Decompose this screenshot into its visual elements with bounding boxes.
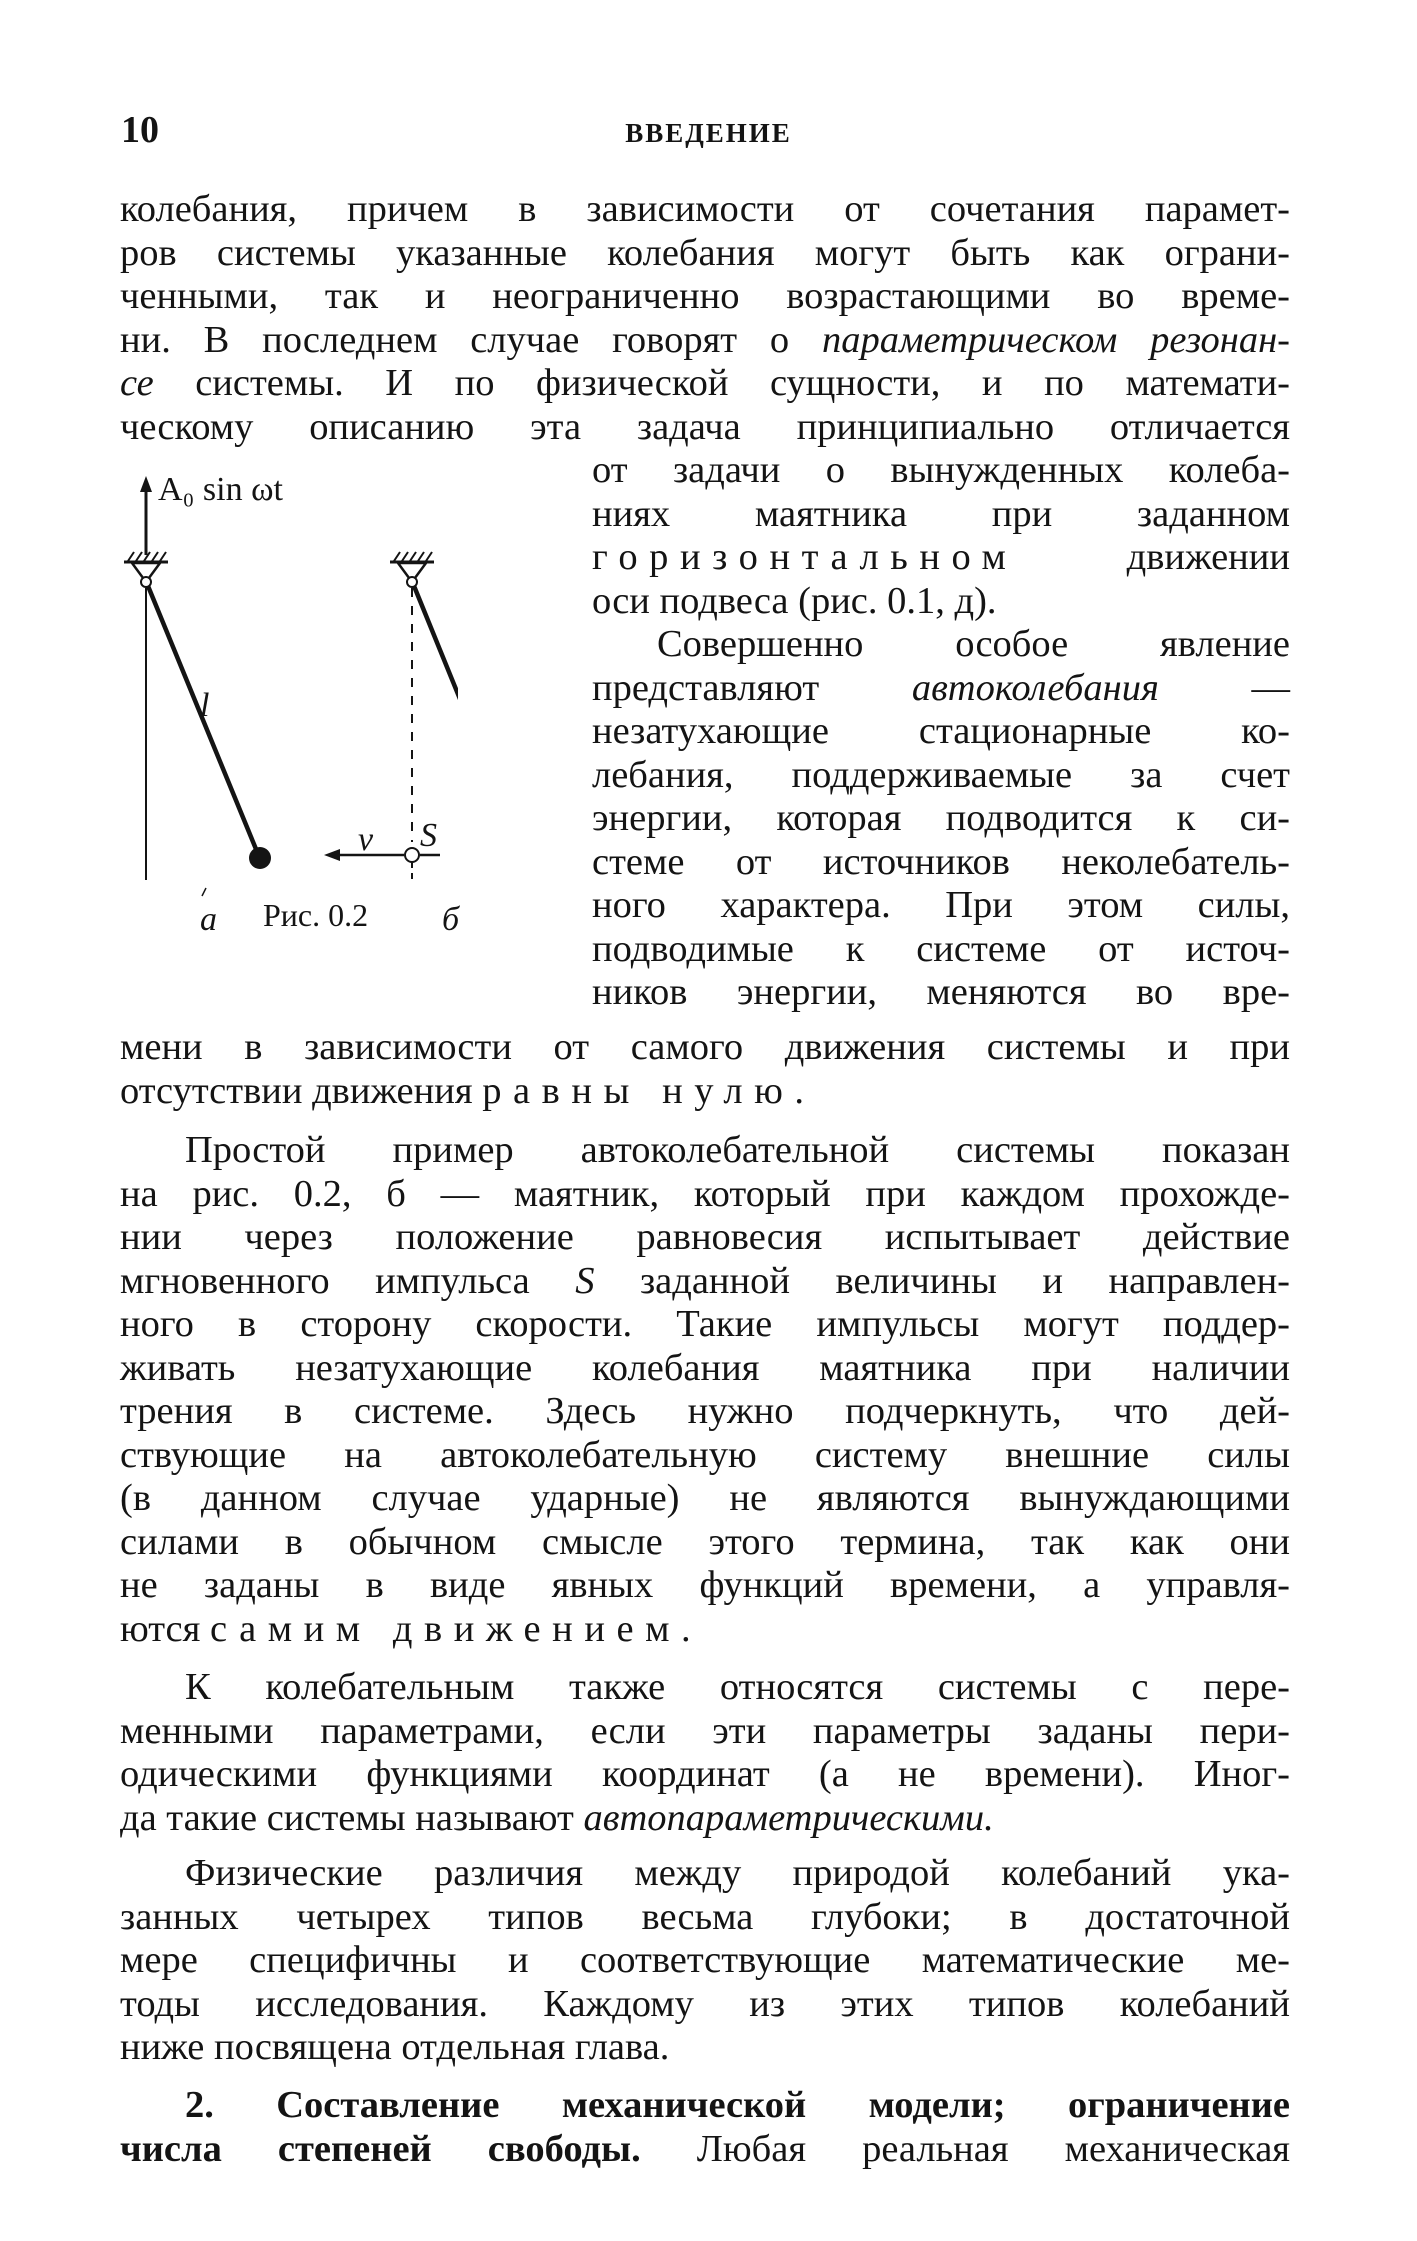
text-line: незатухающие стационарные ко- [592,710,1290,752]
text-line: ниже посвящена отдельная глава. [120,2026,670,2068]
paragraph-physical-differences [120,1852,1290,2070]
running-title: ВВЕДЕНИЕ [625,118,792,148]
text-line: мере специфичны и соответствующие математические ме- [120,1939,1290,1981]
text-line: горизонтальном движении [592,536,1290,578]
text-line: представляют автоколебания — [592,666,1290,709]
text-line: Физические различия между природой колебаний ука- [185,1852,1290,1894]
velocity-label: v [358,821,374,858]
text-line: да такие системы называют автопараметрическими. [120,1796,994,1839]
text-line: тоды исследования. Каждому из этих типов колебаний [120,1982,1290,2025]
text-line: ного в сторону скорости. Такие импульсы могут поддер- [120,1303,1290,1345]
section-heading-continued: числа степеней свободы. [120,2127,641,2170]
text-line: ческому описанию эта задача принципиально отличается [120,405,1290,448]
text-line: не заданы в виде явных функций времени, а управля- [120,1564,1290,1606]
section-heading: 2. Составление механической модели; ограничение [185,2084,1290,2126]
impulse-label: S [420,817,437,854]
text-line: оси подвеса (рис. 0.1, д). [592,579,997,622]
figure-caption: Рис. 0.2 [263,897,369,933]
text-line: колебания, причем в зависимости от сочетания парамет- [120,188,1290,230]
italic-term: се [120,362,154,404]
text-line: стеме от источников неколебатель- [592,840,1290,883]
text-line: мгновенного импульса S заданной величины и направлен- [120,1259,1290,1302]
section-heading-paragraph [120,2084,1290,2171]
text-line: энергии, которая подводится к си- [592,797,1290,839]
italic-term: автоколебания [911,666,1159,709]
text-line: трения в системе. Здесь нужно подчеркнуть, что дей- [120,1390,1290,1432]
text-line: ного характера. При этом силы, [592,884,1290,926]
text-line: на рис. 0.2, б — маятник, который при каждом прохожде- [120,1172,1290,1215]
subfigure-b-label: б [442,901,460,938]
figure-pendulums [118,470,458,990]
text-line: от задачи о вынужденных колеба- [592,449,1290,491]
text-line: лебания, поддерживаемые за счет [592,753,1290,796]
text-line: числа степеней свободы. Любая реальная механическая [120,2127,1291,2170]
text-line: ров системы указанные колебания могут быть как ограни- [120,231,1290,274]
text-line: силами в обычном смысле этого термина, так как они [120,1520,1290,1563]
text-line: нии через положение равновесия испытывает действие [120,1216,1290,1258]
text-line: менными параметрами, если эти параметры заданы пери- [120,1709,1290,1752]
text-line: ченными, так и неограниченно возрастающими во време- [120,275,1290,317]
wrapped-text-column [592,449,1290,1015]
text-line: одическими функциями координат (а не времени). Иног- [120,1753,1290,1795]
paragraph-simple-example [120,1129,1290,1651]
text-line: (в данном случае ударные) не являются вынуждающими [120,1477,1290,1519]
text-line: ников энергии, меняются во вре- [592,971,1290,1013]
text-line: К колебательным также относятся системы с пере- [185,1666,1290,1708]
text-line: ствующие на автоколебательную систему внешние силы [120,1433,1290,1476]
opening-paragraph [120,188,1290,449]
text-line: отсутствии движения равны нулю. [120,1069,816,1112]
italic-term: автопараметрическими. [583,1796,994,1839]
text-line: подводимые к системе от источ- [592,927,1290,970]
length-label: l [200,687,210,724]
subfigure-a-label: а [200,901,217,938]
text-line: занных четырех типов весьма глубоки; в достаточной [120,1895,1290,1938]
text-line: Простой пример автоколебательной системы показан [185,1129,1290,1171]
text-line: живать незатухающие колебания маятника при наличии [120,1346,1290,1389]
continuation-lines [120,1026,1290,1113]
text-line: ются самим движением. [120,1607,703,1650]
force-label: A₀ sin ωt [158,471,283,508]
text-line: ни. В последнем случае говорят о параметрическом резонан- [120,318,1291,361]
text-line: Совершенно особое явление [657,623,1290,665]
text-line: ниях маятника при заданном [592,492,1290,535]
text-line: се системы. И по физической сущности, и по математи- [120,362,1290,404]
italic-term: параметрическом резонан- [821,318,1291,361]
paragraph-autoparametric [120,1666,1290,1840]
page-number: 10 [121,109,159,151]
text-line: мени в зависимости от самого движения системы и при [120,1026,1290,1068]
